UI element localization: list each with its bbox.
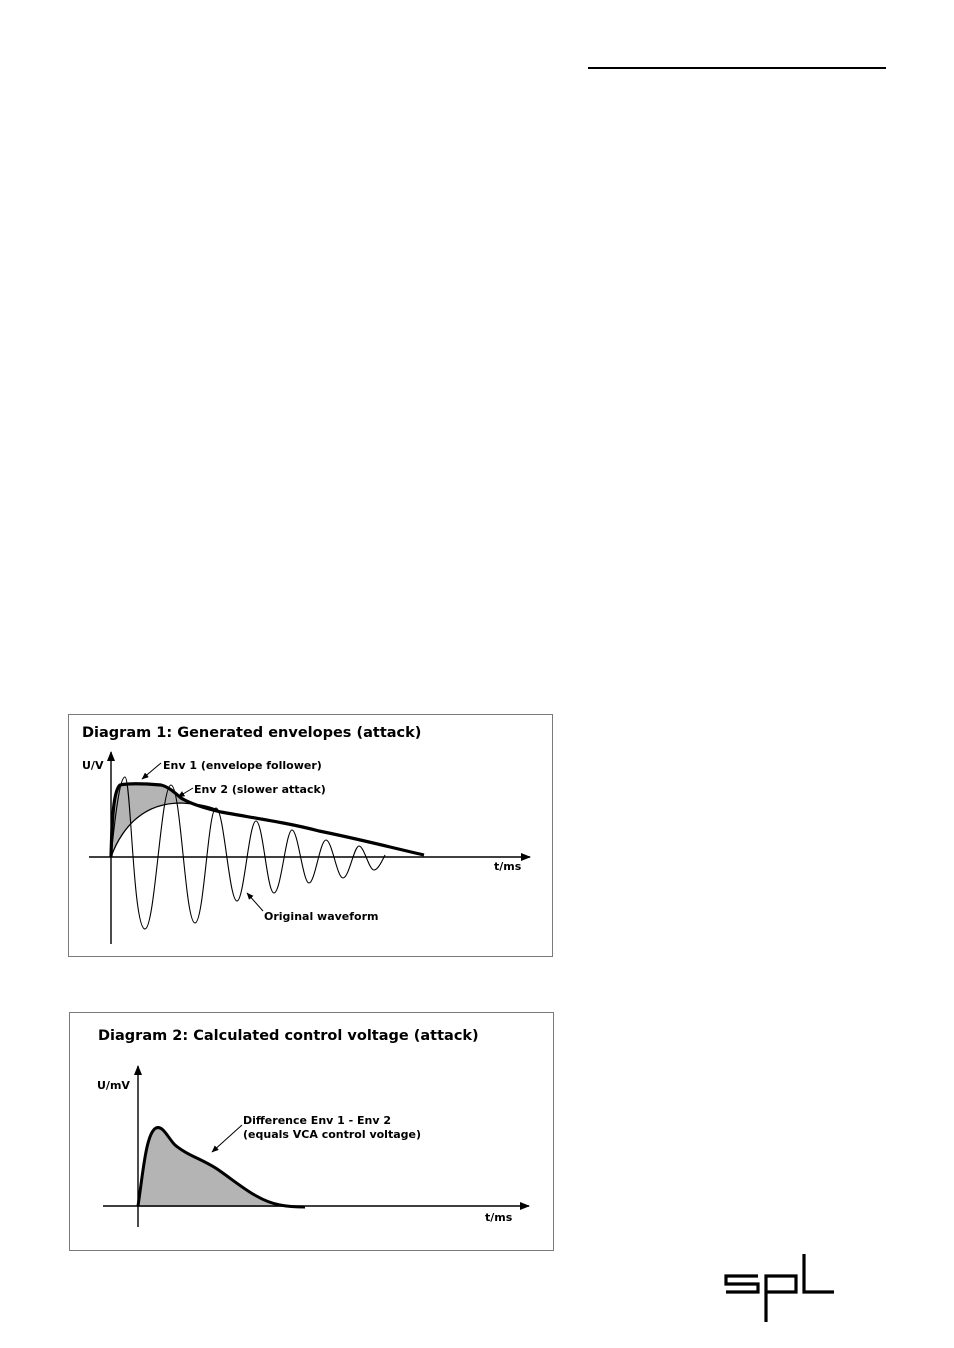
env1-arrow (142, 763, 161, 779)
diagram-1-title: Diagram 1: Generated envelopes (attack) (82, 725, 422, 741)
diagram-2-x-label: t/ms (485, 1211, 513, 1224)
diagram-1-panel (68, 714, 553, 957)
diagram-1-svg (69, 715, 554, 958)
diagram-1-y-label: U/V (82, 759, 104, 772)
diagram-1-x-label: t/ms (494, 860, 522, 873)
waveform-label: Original waveform (264, 910, 379, 923)
difference-arrow (212, 1125, 242, 1152)
diagram-2-panel (69, 1012, 554, 1251)
env1-label: Env 1 (envelope follower) (163, 759, 322, 772)
difference-label-line2: (equals VCA control voltage) (243, 1128, 421, 1141)
spl-logo (724, 1252, 836, 1324)
waveform-arrow (247, 893, 263, 911)
diagram-2-svg (70, 1013, 555, 1252)
env2-arrow (178, 788, 193, 797)
env2-label: Env 2 (slower attack) (194, 783, 326, 796)
header-rule (588, 67, 886, 69)
diagram-2-y-label: U/mV (97, 1079, 130, 1092)
difference-label-line1: Difference Env 1 - Env 2 (243, 1114, 392, 1127)
diagram-2-title: Diagram 2: Calculated control voltage (attack) (98, 1028, 479, 1044)
